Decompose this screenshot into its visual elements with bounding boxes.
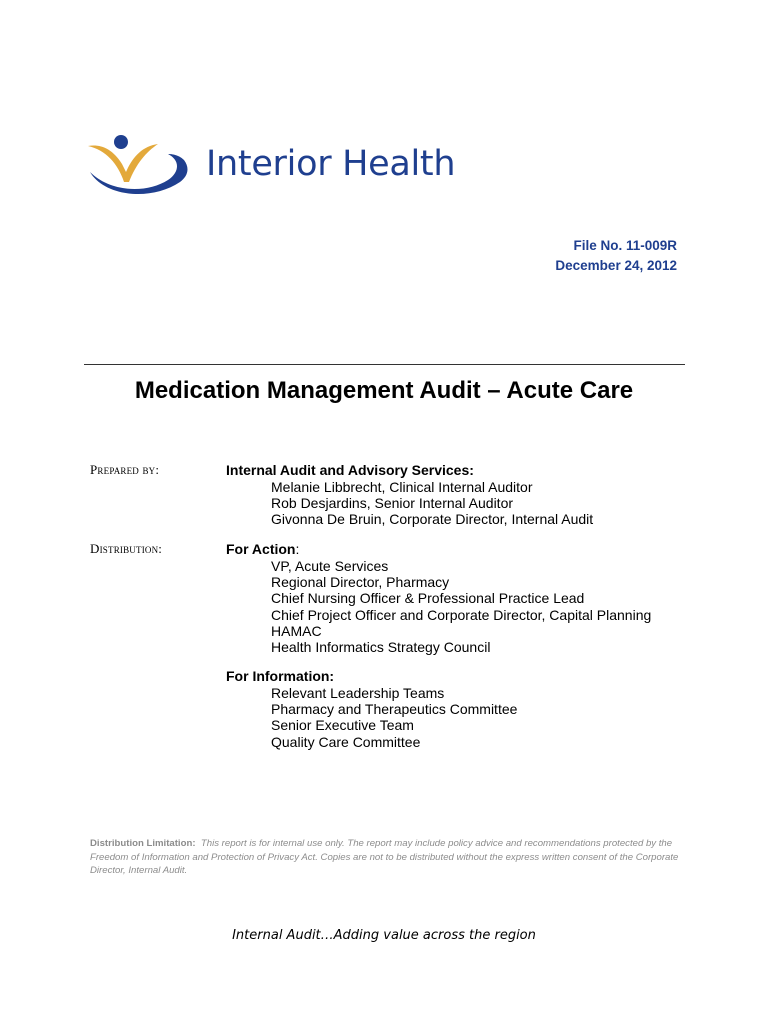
list-item: Senior Executive Team <box>271 717 414 734</box>
list-item: HAMAC <box>271 622 322 639</box>
list-item: VP, Acute Services <box>271 558 389 574</box>
title-divider <box>84 364 685 365</box>
distribution-label: Distribution: <box>90 541 163 556</box>
list-item: Health Informatics Strategy Council <box>271 639 491 656</box>
distribution-limitation-text: This report is for internal use only. The report may include policy advice and recommendations protected by the Freedom of Information and Protection of Privacy Act. Copies are not to be distributed without the express written consent of the Corporate Director, Internal Audit. <box>90 838 679 876</box>
prepared-by-heading: Internal Audit and Advisory Services: <box>226 462 474 478</box>
for-action-list <box>226 558 651 655</box>
list-item: Givonna De Bruin, Corporate Director, Internal Audit <box>271 511 594 528</box>
for-information-list <box>226 685 517 750</box>
list-item: Melanie Libbrecht, Clinical Internal Auditor <box>271 479 533 495</box>
for-action-colon: : <box>295 541 300 557</box>
for-information-heading: For Information: <box>226 668 335 684</box>
org-name: Interior Health <box>206 144 456 184</box>
prepared-by-list <box>226 479 593 528</box>
for-information-block <box>226 667 517 750</box>
for-action-block <box>226 540 651 655</box>
file-info <box>555 236 677 276</box>
distribution-limitation-label: Distribution Limitation: <box>90 838 196 849</box>
distribution-limitation <box>90 837 680 878</box>
list-item: Pharmacy and Therapeutics Committee <box>271 701 518 718</box>
org-logo <box>86 130 486 210</box>
list-item: Relevant Leadership Teams <box>271 685 445 701</box>
list-item: Quality Care Committee <box>271 733 421 750</box>
file-number: File No. 11-009R <box>573 238 677 253</box>
prepared-by-label: Prepared by: <box>90 462 160 477</box>
report-date: December 24, 2012 <box>555 258 677 273</box>
document-title: Medication Management Audit – Acute Care <box>134 377 634 404</box>
list-item: Regional Director, Pharmacy <box>271 574 450 591</box>
footer-tagline: Internal Audit…Adding value across the region <box>232 928 536 943</box>
interior-health-logo-icon <box>86 130 190 202</box>
for-action-heading <box>226 540 651 558</box>
prepared-by-block <box>226 461 593 528</box>
list-item: Chief Nursing Officer & Professional Practice Lead <box>271 590 585 607</box>
list-item: Rob Desjardins, Senior Internal Auditor <box>271 495 514 512</box>
list-item: Chief Project Officer and Corporate Director, Capital Planning <box>271 606 652 623</box>
for-action-heading-text: For Action <box>226 541 296 557</box>
